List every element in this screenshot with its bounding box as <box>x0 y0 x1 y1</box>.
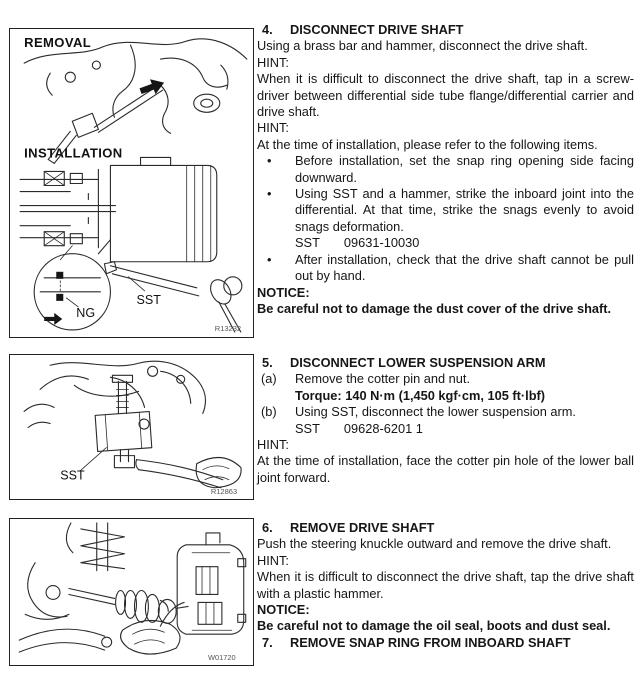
step-number: 7. <box>262 634 273 650</box>
intro-text: Using a brass bar and hammer, disconnect the drive shaft. <box>257 38 588 54</box>
drive-shaft-removal-installation-illustration <box>10 29 253 337</box>
step-number: 5. <box>262 355 273 370</box>
notice-label: NOTICE: <box>257 284 310 300</box>
figure-box-lower-suspension-arm <box>9 354 254 500</box>
sst-label-fig2: SST <box>60 468 85 483</box>
sub-step-marker: (a) <box>261 371 277 387</box>
sst-label-fig1: SST <box>136 292 161 307</box>
section-heading <box>257 22 634 38</box>
sub-step-marker: (b) <box>261 404 277 420</box>
sst-reference <box>257 421 634 437</box>
hint-label: HINT: <box>257 552 289 568</box>
sst-label: SST <box>295 235 320 251</box>
hint-label: HINT: <box>257 120 289 136</box>
hint-text: When it is difficult to disconnect the drive shaft, tap in a screw-driver between differential side tube flange/differential carrier and drive shaft. <box>257 71 634 120</box>
section-disconnect-lower-suspension-arm <box>257 355 634 486</box>
figure-code-2: R12863 <box>210 486 238 496</box>
sst-part-number: 09631-10030 <box>343 235 420 251</box>
installation-label: INSTALLATION <box>24 145 123 161</box>
figure-box-remove-drive-shaft <box>9 518 254 666</box>
step-title: REMOVE DRIVE SHAFT <box>290 520 435 535</box>
hint-text: When it is difficult to disconnect the drive shaft, tap the drive shaft with a plastic hammer. <box>257 569 634 601</box>
figure-code-1: R13232 <box>214 323 242 333</box>
drive-shaft-removal-illustration <box>10 519 253 665</box>
hint-text: At the time of installation, face the cotter pin hole of the lower ball joint forward. <box>257 453 634 485</box>
sub-step-text: Using SST, disconnect the lower suspension arm. <box>295 404 576 420</box>
hint-text: At the time of installation, please refer to the following items. <box>257 136 598 152</box>
section-heading-remove-snap-ring <box>257 635 634 651</box>
section-heading <box>257 520 634 536</box>
torque-spec: Torque: 140 N·m (1,450 kgf·cm, 105 ft·lbf) <box>295 387 546 403</box>
sst-part-number: 09628-6201 1 <box>343 420 423 436</box>
section-heading <box>257 355 634 371</box>
notice-text: Be careful not to damage the dust cover of the drive shaft. <box>257 300 612 316</box>
notice-text: Be careful not to damage the oil seal, boots and dust seal. <box>257 618 611 634</box>
hint-label: HINT: <box>257 54 289 70</box>
sub-step <box>257 404 634 420</box>
hint-label: HINT: <box>257 437 289 453</box>
figure-code-3: W01720 <box>207 653 236 663</box>
notice-label: NOTICE: <box>257 602 310 618</box>
list-item: • After installation, check that the drive shaft cannot be pull out by hand. <box>257 252 634 285</box>
section-remove-drive-shaft <box>257 520 634 651</box>
removal-label: REMOVAL <box>24 35 92 51</box>
sub-step <box>257 371 634 387</box>
section-disconnect-drive-shaft <box>257 22 634 317</box>
intro-text: Push the steering knuckle outward and remove the drive shaft. <box>257 536 612 552</box>
step-number: 4. <box>262 22 273 37</box>
step-title: REMOVE SNAP RING FROM INBOARD SHAFT <box>290 634 571 650</box>
ng-label: NG <box>76 305 96 320</box>
sst-label: SST <box>295 420 320 436</box>
step-number: 6. <box>262 520 273 535</box>
sub-step-text: Remove the cotter pin and nut. <box>295 371 470 387</box>
step-title: DISCONNECT LOWER SUSPENSION ARM <box>290 355 546 370</box>
list-item: • Before installation, set the snap ring opening side facing downward. <box>257 153 634 186</box>
sst-reference <box>257 235 634 251</box>
step-title: DISCONNECT DRIVE SHAFT <box>290 22 464 37</box>
list-item: • Using SST and a hammer, strike the inboard joint into the differential. At that time, strike the snags evenly to avoid snags deformation. <box>257 186 634 235</box>
figure-box-removal-installation <box>9 28 254 338</box>
lower-suspension-arm-sst-illustration <box>10 355 253 499</box>
